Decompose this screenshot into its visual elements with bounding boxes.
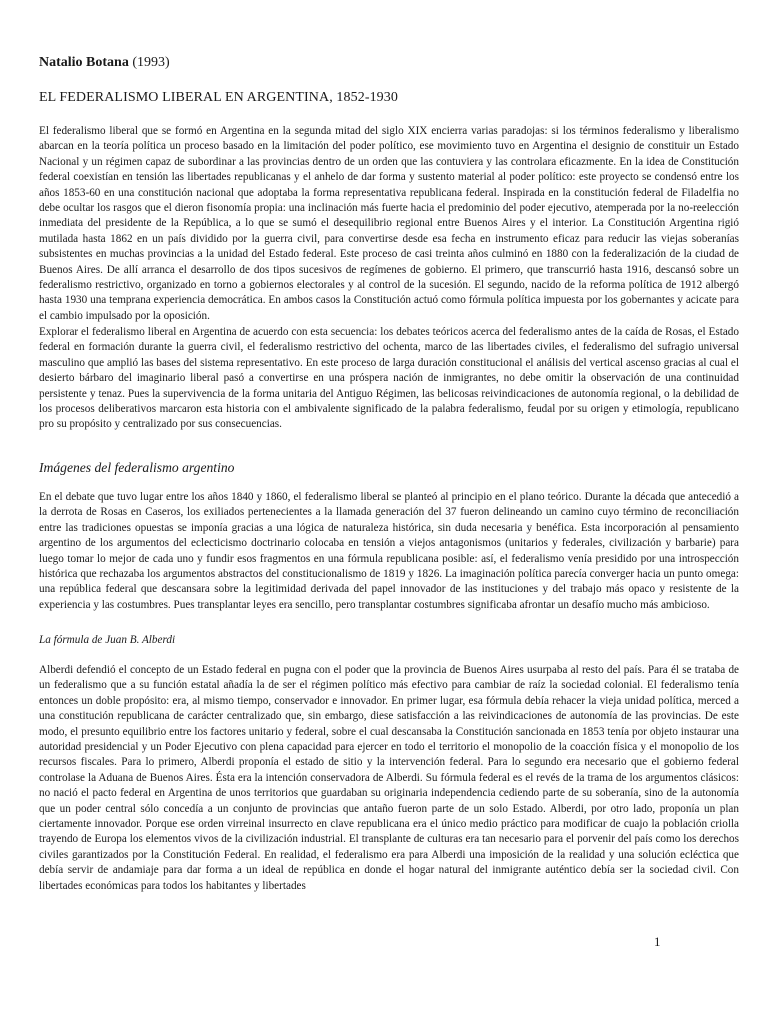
author-line [39, 55, 170, 71]
subsection-paragraph: Alberdi defendió el concepto de un Estado federal en pugna con el poder que la provincia de Buenos Aires usurpaba al resto del país. Para él se trataba de un federalismo que a su función estatal añadía la de ser el régimen político más efectivo para cambiar de raíz la sociedad colonial. El federalismo tenía entonces un doble propósito: era, al mismo tiempo, conservador e innovador. En primer lugar, esa fórmula debía rehacer la vieja unidad política, merced a una constitución republicana de carácter centralizado que, sin embargo, diese satisfacción a las reivindicaciones de autonomía de las provincias. De este modo, el presunto equilibrio entre los factores unitario y federal, sobre el cual descansaba la Constitución sancionada en 1853 tenía por objeto instaurar una autoridad presidencial y un Poder Ejecutivo con plena capacidad para ejercer en todo el territorio el monopolio de la coacción física y el monopolio de los recursos fiscales. Para lo primero, Alberdi proponía el estado de sitio y la intervención federal. Para lo segundo era necesario que el gobierno federal controlase la Aduana de Buenos Aires. Ésta era la intención conservadora de Alberdi. Su fórmula federal es el revés de la trama de los argumentos clásicos: no nació el pacto federal en Argentina de unos territorios que guardaban su originaria independencia cediendo parte de su soberanía, sino de la autonomía que un poder central sólo concedía a un conjunto de provincias que antaño fueron parte de un solo Estado. Alberdi, por otro lado, proponía un plan ciertamente innovador. Porque ese orden virreinal insurrecto en clave republicana era el único medio práctico para modificar de cuajo la población criolla trayendo de Europa los elementos vivos de la civilización industrial. El transplante de culturas era tan necesario para el porvenir del país como los derechos civiles garantizados por la Constitución Federal. En realidad, el federalismo era para Alberdi una imposición de la realidad y una solución ecléctica que debía servir de andamiaje para dar forma a un ideal de república en donde el hogar natural del inmigrante auténtico debía ser la sociedad civil. Con libertades económicas para todos los habitantes y libertades [39, 664, 739, 892]
page-number: 1 [654, 934, 661, 949]
section-paragraph: En el debate que tuvo lugar entre los años 1840 y 1860, el federalismo liberal se planteó al principio en el plano teórico. Durante la década que antecedió a la derrota de Rosas en Caseros, los exiliados pertenecientes a la llamada generación del 37 fueron delineando un camino cuyo término de reconciliación entre las tradiciones opuestas se imponía gracias a una lógica de naturaleza histórica, sin duda necesaria y benéfica. Esta incorporación al pensamiento argentino de los argumentos del eclecticismo doctrinario colocaba en tensión a viejos antagonismos (unitarios y federales, civilización y barbarie) para luego tomar lo mejor de cada uno y fundir esos fragmentos en una fórmula republicana posible: así, el federalismo venía presidido por una introspección histórica que rechazaba los argumentos abstractos del constitucionalismo de 1819 y 1826. La imaginación política parecía converger hacia un punto omega: una república federal que descansara sobre la legitimidad derivada del papel innovador de las instituciones y del trabajo más opaco y resistente de la experiencia y las costumbres. Pues transplantar leyes era sencillo, pero transplantar costumbres significaba afrontar un desafío mucho más ambicioso. [39, 491, 739, 611]
author-name: Natalio Botana [39, 55, 129, 70]
author-year: (1993) [132, 55, 170, 70]
section-heading: Imágenes del federalismo argentino [39, 460, 235, 475]
intro-paragraph-1: El federalismo liberal que se formó en Argentina en la segunda mitad del siglo XIX encierra varias paradojas: si los términos federalismo y liberalismo abarcan en la teoría política un proceso basado en la limitación del poder político, ese movimiento tuvo en Argentina el designio de constituir un Estado Nacional y un régimen capaz de subordinar a las provincias dentro de un orden que las contuviera y las controlara eficazmente. En la idea de Constitución federal coexistían en tensión las libertades republicanas y el anhelo de dar forma y sustento material al poder político: este proyecto se condensó entre los años 1853-60 en una constitución nacional que adoptaba la forma representativa republicana federal. Inspirada en la constitución federal de Filadelfia no debe ocultar los rasgos que el dieron fisonomía propia: una inclinación más fuerte hacia el predominio del poder ejecutivo, atemperada por la no-reelección inmediata del presidente de la República, a lo que se sumó el desequilibrio regional entre Buenos Aires y el interior. La Constitución Argentina rigió mutilada hasta 1862 en un país dividido por la guerra civil, para convertirse desde esa fecha en instrumento eficaz para reducir las viejas soberanías subsistentes en muchas provincias a la unidad del Estado federal. Este proceso de casi treinta años culminó en 1880 con la federalización de la ciudad de Buenos Aires. De allí arranca el desarrollo de dos tipos sucesivos de regímenes de gobierno. El primero, que transcurrió hasta 1916, descansó sobre un federalismo restrictivo, organizado en torno a gobiernos electorales y al control de la sucesión. El segundo, nacido de la reforma política de 1912 albergó hasta 1930 una temprana experiencia democrática. En ambos casos la Constitución actuó como fórmula política impuesta por los gobernantes y acicate para el cambio impulsado por la oposición. [39, 125, 739, 322]
intro-paragraph-2: Explorar el federalismo liberal en Argentina de acuerdo con esta secuencia: los debates teóricos acerca del federalismo antes de la caída de Rosas, el Estado federal en formación durante la guerra civil, el federalismo restrictivo del ochenta, marco de las libertades civiles, el federalismo del sufragio universal masculino que amplió las bases del sistema representativo. En este proceso de larga duración constitucional el análisis del vertical ascenso gracias al cual el desierto bárbaro del imaginario liberal pasó a convertirse en una próspera nación de inmigrantes, no debe omitir la observación de una continuidad persistente y tenaz. Pues la supervivencia de la forma unitaria del Antiguo Régimen, las belicosas reivindicaciones de autonomía regional, o la debilidad de los procesos deliberativos marcaron esta historia con el ambivalente significado de la palabra federalismo, feudal por su origen y etimología, republicano pro su propósito y centralizado por sus consecuencias. [39, 326, 739, 431]
subsection-heading: La fórmula de Juan B. Alberdi [39, 634, 176, 646]
document-title: EL FEDERALISMO LIBERAL EN ARGENTINA, 1852-1930 [39, 90, 398, 105]
